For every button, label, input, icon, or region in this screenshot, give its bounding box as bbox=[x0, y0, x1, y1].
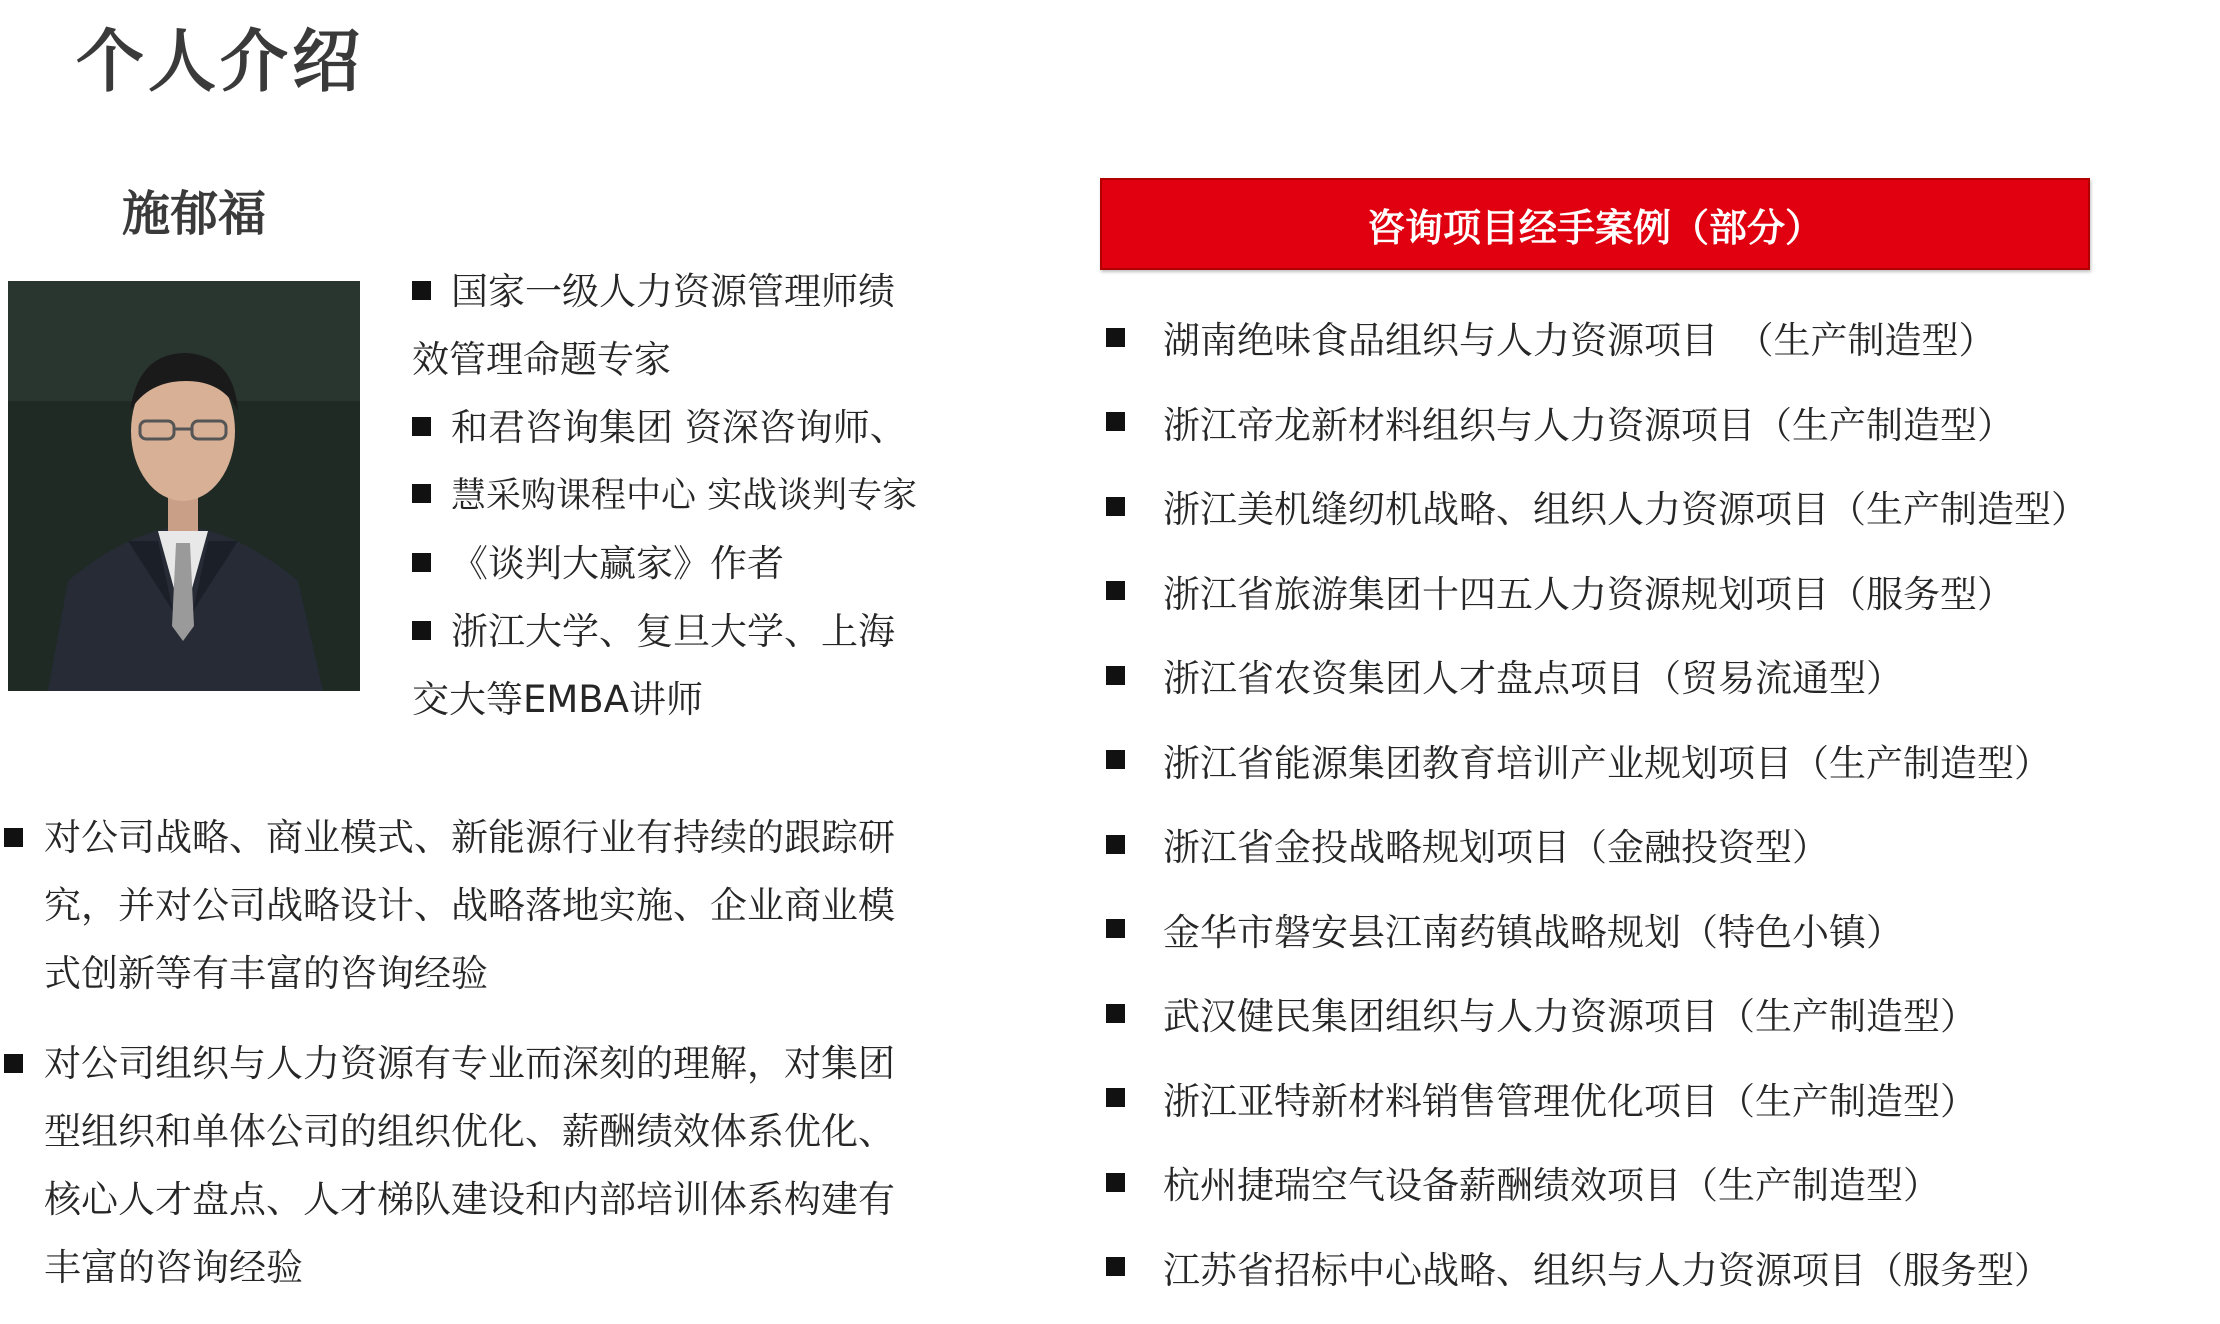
bullet-square-icon bbox=[1106, 581, 1125, 600]
person-name: 施郁福 bbox=[122, 186, 267, 242]
bullet-square-icon bbox=[1106, 1088, 1125, 1107]
bullet-square-icon bbox=[1106, 1257, 1125, 1276]
bio-item: 和君咨询集团 资深咨询师、 bbox=[412, 394, 952, 462]
bullet-square-icon bbox=[1106, 750, 1125, 769]
case-item: 武汉健民集团组织与人力资源项目（生产制造型） bbox=[1106, 971, 2186, 1056]
bullet-square-icon bbox=[1106, 328, 1125, 347]
bullet-square-icon bbox=[412, 417, 431, 436]
bullet-square-icon bbox=[1106, 835, 1125, 854]
bio-item: 慧采购课程中心 实战谈判专家 bbox=[412, 462, 952, 530]
portrait-photo bbox=[8, 281, 360, 691]
bio-item: 浙江大学、复旦大学、上海 bbox=[412, 598, 952, 666]
experience-item: 对公司战略、商业模式、新能源行业有持续的跟踪研 究，并对公司战略设计、战略落地实施、企业商业模 式创新等有丰富的咨询经验 bbox=[0, 804, 930, 1008]
bullet-square-icon bbox=[412, 484, 431, 503]
cases-header: 咨询项目经手案例（部分） bbox=[1100, 178, 2090, 270]
bullet-square-icon bbox=[1106, 412, 1125, 431]
case-item: 杭州捷瑞空气设备薪酬绩效项目（生产制造型） bbox=[1106, 1140, 2186, 1225]
case-item: 浙江省能源集团教育培训产业规划项目（生产制造型） bbox=[1106, 718, 2186, 803]
cases-list bbox=[1106, 295, 2186, 1309]
bullet-square-icon bbox=[412, 281, 431, 300]
bullet-square-icon bbox=[1106, 1173, 1125, 1192]
bullet-square-icon bbox=[4, 1054, 23, 1073]
case-item: 浙江省旅游集团十四五人力资源规划项目（服务型） bbox=[1106, 549, 2186, 634]
bullet-square-icon bbox=[4, 828, 23, 847]
case-item: 浙江帝龙新材料组织与人力资源项目（生产制造型） bbox=[1106, 380, 2186, 465]
case-item: 江苏省招标中心战略、组织与人力资源项目（服务型） bbox=[1106, 1225, 2186, 1310]
experience-list bbox=[0, 804, 930, 1324]
bio-item: 交大等EMBA讲师 bbox=[412, 678, 703, 721]
bio-item: 效管理命题专家 bbox=[412, 338, 671, 381]
bullet-square-icon bbox=[1106, 497, 1125, 516]
bullet-square-icon bbox=[412, 553, 431, 572]
experience-item: 对公司组织与人力资源有专业而深刻的理解，对集团 型组织和单体公司的组织优化、薪酬绩效体系优化、 核心人才盘点、人才梯队建设和内部培训体系构建有 丰富的咨询经验 bbox=[0, 1030, 930, 1302]
bio-item: 《谈判大赢家》作者 bbox=[412, 530, 952, 598]
case-item: 浙江省农资集团人才盘点项目（贸易流通型） bbox=[1106, 633, 2186, 718]
bullet-square-icon bbox=[1106, 919, 1125, 938]
case-item: 浙江省金投战略规划项目（金融投资型） bbox=[1106, 802, 2186, 887]
case-item: 湖南绝味食品组织与人力资源项目 （生产制造型） bbox=[1106, 295, 2186, 380]
case-item: 浙江美机缝纫机战略、组织人力资源项目（生产制造型） bbox=[1106, 464, 2186, 549]
case-item: 金华市磐安县江南药镇战略规划（特色小镇） bbox=[1106, 887, 2186, 972]
bullet-square-icon bbox=[412, 621, 431, 640]
bio-item: 国家一级人力资源管理师绩 bbox=[412, 258, 952, 326]
case-item: 浙江亚特新材料销售管理优化项目（生产制造型） bbox=[1106, 1056, 2186, 1141]
bio-list bbox=[412, 258, 952, 734]
page-title: 个人介绍 bbox=[76, 23, 365, 102]
bullet-square-icon bbox=[1106, 1004, 1125, 1023]
bullet-square-icon bbox=[1106, 666, 1125, 685]
